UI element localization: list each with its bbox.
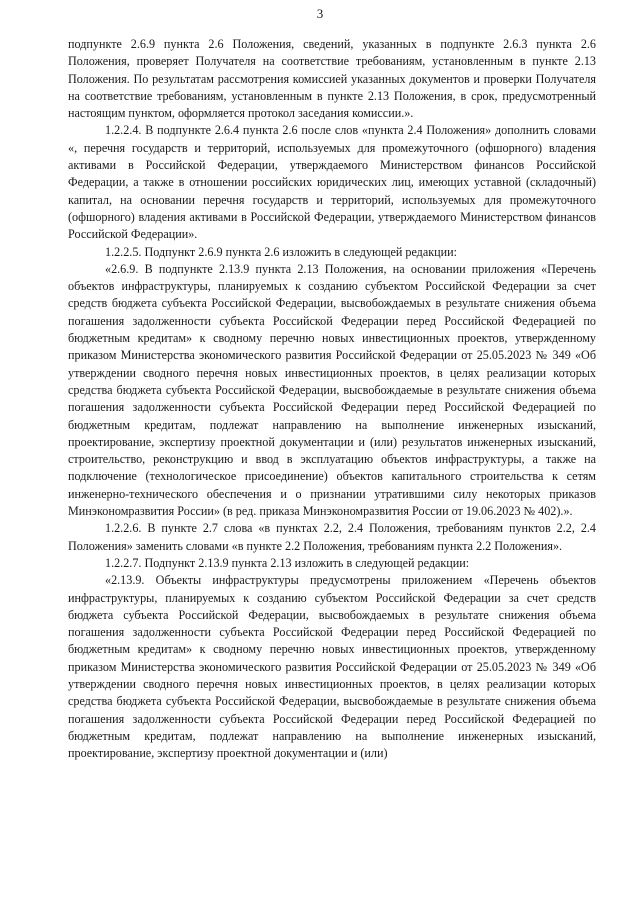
paragraph-1-2-2-4: 1.2.2.4. В подпункте 2.6.4 пункта 2.6 после слов «пункта 2.4 Положения» дополнить словами «, перечня государств и территорий, используемых для промежуточного (офшорного) владения активами в Российской Федерации, утверждаемого Министерством финансов Российской Федерации, а также в отношении российских юридических лиц, имеющих уставной (складочный) капитал, на основании перечня государств и территорий, используемых для промежуточного (офшорного) владения активами в Российской Федерации, утверждаемого Министерством финансов Российской Федерации». [68,123,596,242]
paragraph-1-2-2-5: 1.2.2.5. Подпункт 2.6.9 пункта 2.6 изложить в следующей редакции: [105,244,458,259]
paragraph-1-2-2-7: 1.2.2.7. Подпункт 2.13.9 пункта 2.13 изложить в следующей редакции: [105,555,470,570]
document-body [68,36,596,762]
page-number: 3 [316,6,324,21]
paragraph-2-6-9-quote: «2.6.9. В подпункте 2.13.9 пункта 2.13 Положения, на основании приложения «Перечень объектов инфраструктуры, планируемых к созданию субъектом Российской Федерации за счет средств бюджета субъекта Российской Федерации, высвобождаемых в результате снижения объема погашения задолженности субъекта Российской Федерации перед Российской Федерацией по бюджетным кредитам» к сводному перечню новых инвестиционных проектов, утвержденному приказом Министерства экономического развития Российской Федерации от 25.05.2023 № 349 «Об утверждении сводного перечня новых инвестиционных проектов, в целях реализации которых средства бюджета субъекта Российской Федерации, высвобождаемые в результате снижения объема погашения задолженности субъекта Российской Федерации перед Российской Федерацией по бюджетным кредитам, подлежат направлению на выполнение инженерных изысканий, проектирование, экспертизу проектной документации и (или) результатов инженерных изысканий, строительство, реконструкцию и ввод в эксплуатацию объектов инфраструктуры, а также на подключение (технологическое присоединение) объектов капитального строительства к сетям инженерно-технического обеспечения и о признании утратившими силу некоторых приказов Минэкономразвития России» (в ред. приказа Минэкономразвития России от 19.06.2023 № 402).». [68,261,596,519]
paragraph-2-13-9-quote: «2.13.9. Объекты инфраструктуры предусмотрены приложением «Перечень объектов инфраструктуры, планируемых к созданию субъектом Российской Федерации за счет средств бюджета субъекта Российской Федерации, высвобождаемых в результате снижения объема погашения задолженности субъекта Российской Федерации перед Российской Федерацией по бюджетным кредитам» к сводному перечню новых инвестиционных проектов, утвержденному приказом Министерства экономического развития Российской Федерации от 25.05.2023 № 349 «Об утверждении сводного перечня новых инвестиционных проектов, в целях реализации которых средства бюджета субъекта Российской Федерации, высвобождаемые в результате снижения объема погашения задолженности субъекта Российской Федерации перед Российской Федерацией по бюджетным кредитам, подлежат направлению на выполнение инженерных изысканий, проектирование, экспертизу проектной документации и (или) [68,573,596,761]
paragraph-1-2-2-6: 1.2.2.6. В пункте 2.7 слова «в пунктах 2.2, 2.4 Положения, требованиям пунктов 2.2, 2.4 Положения» заменить словами «в пункте 2.2 Положения, требованиям пункта 2.2 Положения». [68,521,596,553]
paragraph-continuation: подпункте 2.6.9 пункта 2.6 Положения, сведений, указанных в подпункте 2.6.3 пункта 2.6 Положения, проверяет Получателя на соответствие требованиям, установленным в пункте 2.13 Положения. По результатам рассмотрения комиссией указанных документов и проверки Получателя на соответствие требованиям, установленным в пункте 2.13 Положения, в срок, предусмотренный настоящим пунктом, оформляется протокол заседания комиссии.». [68,37,596,121]
